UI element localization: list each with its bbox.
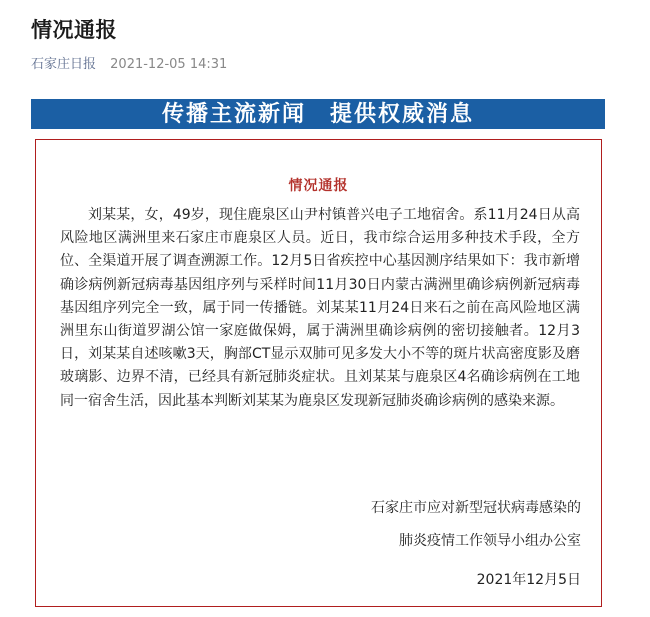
article-meta [31,53,227,72]
notice-date: 2021年12月5日 [476,572,581,588]
notice-box [35,139,602,607]
notice-heading: 情况通报 [288,178,349,194]
banner-slogan-left: 传播主流新闻 [161,101,306,127]
slogan-banner [31,99,605,129]
page-title: 情况通报 [31,18,117,42]
notice-body: 刘某某，女，49岁，现住鹿泉区山尹村镇普兴电子工地宿舍。系11月24日从高风险地区满洲里来石家庄市鹿泉区人员。近日，我市综合运用多种技术手段，全方位、全渠道开展了调查溯源工作。12月5日省疾控中心基因测序结果如下：我市新增确诊病例新冠病毒基因组序列与采样时间11月30日内蒙古满洲里确诊病例新冠病毒基因组序列完全一致，属于同一传播链。刘某某11月24日来石之前在高风险地区满洲里东山街道罗湖公馆一家庭做保姆，属于满洲里确诊病例的密切接触者。12月3日，刘某某自述咳嗽3天，胸部CT显示双肺可见多发大小不等的斑片状高密度影及磨玻璃影、边界不清，已经具有新冠肺炎症状。且刘某某与鹿泉区4名确诊病例在工地同一宿舍生活，因此基本判断刘某某为鹿泉区发现新冠肺炎确诊病例的感染来源。 [60,207,580,409]
publish-datetime: 2021-12-05 14:31 [110,57,228,72]
source-link[interactable]: 石家庄日报 [31,57,97,72]
signature-line-2: 肺炎疫情工作领导小组办公室 [399,533,581,549]
signature-line-1: 石家庄市应对新型冠状病毒感染的 [371,500,581,516]
banner-slogan-right: 提供权威消息 [330,101,475,127]
